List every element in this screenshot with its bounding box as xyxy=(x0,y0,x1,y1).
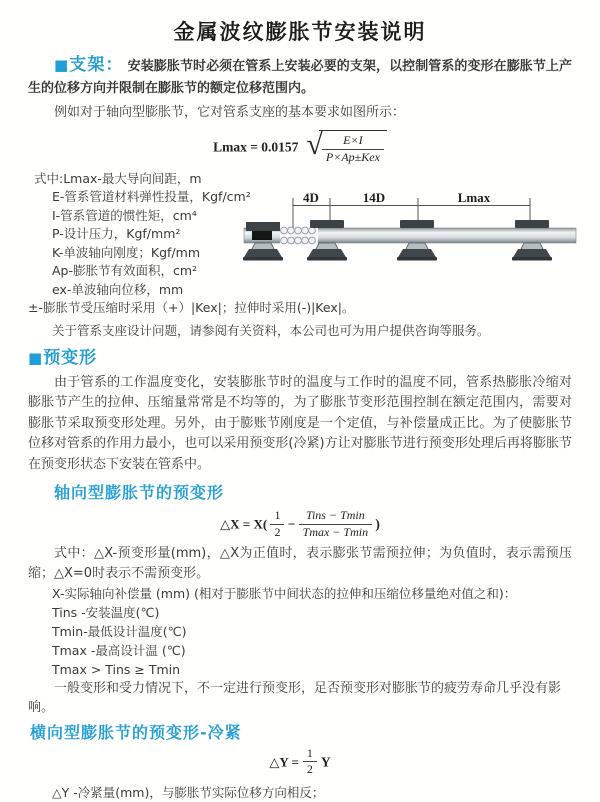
axial-item: Tmax > Tins ≥ Tmin xyxy=(52,661,181,677)
definition-line: 式中:Lmax-最大导向间距，m xyxy=(34,170,202,186)
axial-formula xyxy=(28,509,572,540)
lateral-formula-rhs: Y xyxy=(320,753,331,769)
definition-line: E-管系管道材料弹性投量，Kgf/cm² xyxy=(52,189,251,205)
support-example-text: 例如对于轴向型膨胀节，它对管系支座的基本要求如图所示： xyxy=(54,105,406,120)
pipe-support xyxy=(512,243,552,261)
axial-item: Tmax -最高设计温 (℃) xyxy=(52,642,186,658)
bellows xyxy=(280,227,318,244)
axial-subsection-title: 轴向型膨胀节的预变形 xyxy=(54,483,225,503)
axial-formula-close-paren: ) xyxy=(375,516,380,532)
lmax-formula-lhs: Lmax = 0.0157 xyxy=(213,139,299,155)
definition-line: Ap-膨胀节有效面积，cm² xyxy=(52,263,198,279)
pipe-guide-caps xyxy=(310,220,549,228)
section-square-icon: ■ xyxy=(54,56,69,74)
half-denominator: 2 xyxy=(274,524,281,539)
half-numerator: 1 xyxy=(270,509,284,525)
lateral-half-numerator: 1 xyxy=(303,747,317,763)
lmax-formula-numerator: E×I xyxy=(322,134,384,150)
definition-line: ex-单波轴向位移，mm xyxy=(52,281,184,297)
support-note: 关于管系支座设计问题，请参阅有关资料，本公司也可为用户提供咨询等服务。 xyxy=(52,322,490,338)
section-square-icon: ■ xyxy=(28,348,43,367)
dimension-label-4d: 4D xyxy=(303,189,319,205)
axial-item: X-实际轴向补偿量 (mm) (相对于膨胀节中间状态的拉伸和压缩位移量绝对值之和)： xyxy=(52,585,517,601)
lmax-formula xyxy=(28,130,572,165)
dimension-label-14d: 14D xyxy=(362,189,386,205)
lateral-formula-lhs: △Y = xyxy=(269,753,299,769)
definition-line: ±-膨胀节受压缩时采用（+）|Kex|；拉伸时采用(-)|Kex|。 xyxy=(28,300,355,316)
definitions-and-diagram xyxy=(28,170,572,340)
lateral-note-text: △Y -冷紧量(mm)，与膨胀节实际位移方向相反； xyxy=(52,785,325,801)
lateral-half-denominator: 2 xyxy=(306,762,313,777)
preform-section-heading-line xyxy=(28,347,572,371)
page-title: 金属波纹膨胀节安装说明 xyxy=(173,20,427,44)
axial-item: Tmin-最低设计温度(℃) xyxy=(52,623,187,639)
lateral-subsection-title: 横向型膨胀节的预变形-冷紧 xyxy=(30,722,242,742)
axial-formula-lhs: △X = X( xyxy=(220,516,268,532)
axial-item: Tins -安装温度(℃) xyxy=(52,604,160,620)
dimension-label-lmax: Lmax xyxy=(457,189,491,205)
pipe-supports xyxy=(243,243,552,261)
lmax-formula-denominator: P×Ap±Kex xyxy=(325,149,380,164)
pipe-support-diagram xyxy=(242,190,592,290)
definition-line: I-管系管道的惯性矩，cm⁴ xyxy=(52,207,197,223)
minus-sign: − xyxy=(287,516,296,532)
pipe-support xyxy=(243,243,283,261)
support-intro-text: 安装膨胀节时必须在管系上安装必要的支架，以控制管系的变形在膨胀节上产生的位移方向并限制在膨胀节的额定位移范围内。 xyxy=(28,59,572,96)
support-section-title: 支架： xyxy=(69,55,124,75)
pipe-support xyxy=(397,243,437,261)
axial-formula-numerator: Tins − Tmin xyxy=(299,509,372,525)
preform-section-title: 预变形 xyxy=(43,347,98,368)
axial-formula-denominator: Tmax − Tmin xyxy=(302,524,369,539)
definition-line: K-单波轴向刚度；Kgf/mm xyxy=(52,244,200,260)
radical-sign-icon: √ xyxy=(306,128,323,161)
axial-note-text: 一般变形和受力情况下，不一定进行预变形，足否预变形对膨胀节的疲劳寿命几乎没有影响。 xyxy=(28,680,562,716)
lateral-formula xyxy=(28,747,572,778)
support-section-heading-line xyxy=(28,54,572,100)
preform-body-text: 由于管系的工作温度变化，安装膨胀节时的温度与工作时的温度不同，管系热膨胀冷缩对膨胀节产生的拉伸、压缩量常常是不均等的，为了膨胀节变形范围控制在额定范围内，需要对膨胀节采取预变形处理。另外，由于膨账节刚度是一个定值，与补偿量成正比。为了使膨胀节位移对管系的作用力最小，也可以采用预变形(冷紧)方让对膨胀节进行预变形处理后再将膨胀节在预变形状态下安装在管系中。 xyxy=(28,374,572,472)
sqrt-radical xyxy=(306,130,386,165)
definition-line: P-设计压力，Kgf/mm² xyxy=(52,226,181,242)
pipe-support xyxy=(307,243,347,261)
axial-explain-text: 式中：△X-预变形量(mm)，△X为正值时，表示膨张节需预拉伸；为负值时，表示需预压缩；△X=0时表示不需预变形。 xyxy=(28,545,572,581)
